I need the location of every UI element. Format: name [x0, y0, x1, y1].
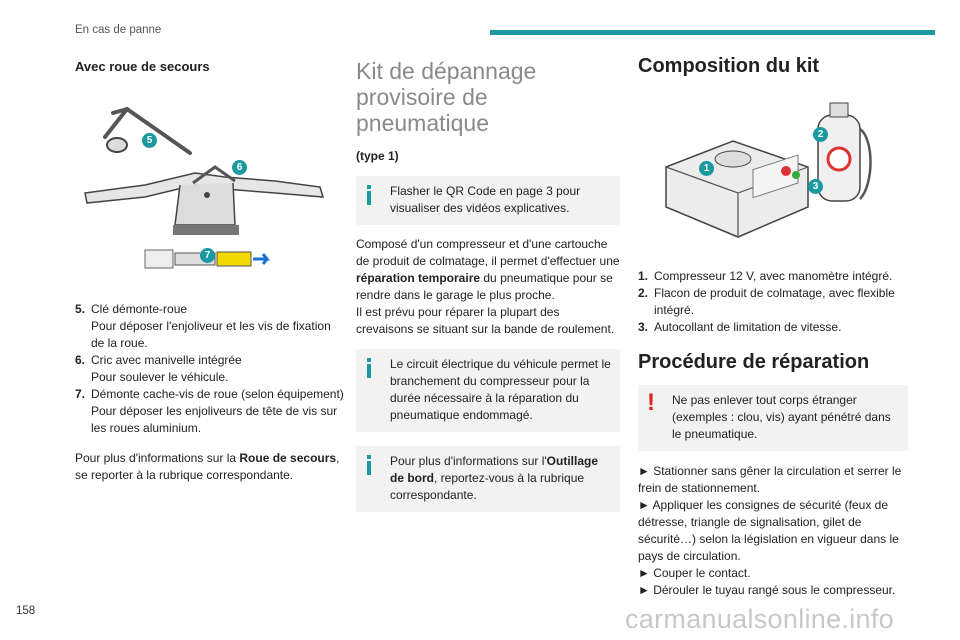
item-number: 7. [75, 387, 86, 401]
procedure-steps [638, 463, 908, 599]
callout-2: 2 [813, 127, 828, 142]
info-icon [367, 358, 371, 378]
item-number: 5. [75, 302, 86, 316]
tools-list [75, 301, 345, 437]
header-accent-bar [490, 30, 935, 35]
list-item [75, 386, 345, 437]
tools-drawing [75, 85, 345, 275]
column-repair-kit [356, 58, 620, 512]
procedure-step: ► Appliquer les consignes de sécurité (feux de détresse, triangle de signalisation, gilet de sécurité…) selon la législation en vigueur dans le pays de circulation. [638, 498, 899, 563]
warning-icon: ! [647, 389, 655, 416]
item-title: Clé démonte-roue [91, 302, 188, 316]
callout-1: 1 [699, 161, 714, 176]
list-item [75, 301, 345, 352]
list-item [638, 319, 908, 336]
section-title: En cas de panne [75, 24, 162, 36]
callout-7: 7 [200, 248, 215, 263]
item-number: 3. [638, 320, 649, 334]
repair-kit-heading: Kit de dépannage provisoire de pneumatique [356, 58, 537, 136]
callout-6: 6 [232, 160, 247, 175]
warning-box [638, 385, 908, 451]
info-text-end: , reportez-vous à la rubrique correspondante. [390, 471, 585, 502]
info-box-electric [356, 349, 620, 432]
repair-procedure-heading: Procédure de réparation [638, 351, 870, 373]
item-text: Compresseur 12 V, avec manomètre intégré. [654, 269, 893, 283]
warning-text: Ne pas enlever tout corps étranger (exemples : clou, vis) ayant pénétré dans le pneumatique. [672, 393, 891, 441]
tools-illustration [75, 85, 345, 275]
item-title: Démonte cache-vis de roue (selon équipement) [91, 387, 344, 401]
kit-description [356, 236, 620, 304]
item-number: 1. [638, 269, 649, 283]
desc-bold: réparation temporaire [356, 271, 481, 285]
callout-5: 5 [142, 133, 157, 148]
watermark: carmanualsonline.info [625, 604, 894, 634]
info-text: Le circuit électrique du véhicule permet le branchement du compresseur pour la durée nécessaire à la réparation du pneumatique endommagé. [390, 357, 611, 422]
item-desc: Pour soulever le véhicule. [91, 370, 229, 384]
ref-bold: Roue de secours [239, 451, 337, 465]
page-number: 158 [16, 605, 36, 617]
kit-composition-heading: Composition du kit [638, 55, 820, 77]
item-number: 6. [75, 353, 86, 367]
kit-type: (type 1) [356, 149, 399, 163]
item-text: Flacon de produit de colmatage, avec flexible intégré. [654, 286, 895, 317]
procedure-step: ► Dérouler le tuyau rangé sous le compresseur. [638, 583, 896, 597]
item-number: 2. [638, 286, 649, 300]
desc-text: Composé d'un compresseur et d'une cartouche de produit de colmatage, il permet d'effectuer une [356, 237, 620, 268]
ref-text-end: , se reporter à la rubrique correspondante. [75, 451, 340, 482]
spare-wheel-heading: Avec roue de secours [75, 59, 210, 74]
item-title: Cric avec manivelle intégrée [91, 353, 242, 367]
item-text: Autocollant de limitation de vitesse. [654, 320, 842, 334]
kit-description-2: Il est prévu pour réparer la plupart des crevaisons se situant sur la bande de roulement. [356, 305, 615, 336]
info-bold: Outillage de bord [390, 454, 598, 485]
info-icon [367, 455, 371, 475]
ref-text: Pour plus d'informations sur la [75, 451, 240, 465]
item-desc: Pour déposer les enjoliveurs de tête de vis sur les roues aluminium. [91, 404, 338, 435]
procedure-step: ► Couper le contact. [638, 566, 751, 580]
kit-illustration [638, 89, 908, 239]
column-spare-wheel [75, 58, 345, 484]
column-kit-composition [638, 55, 908, 599]
list-item [638, 285, 908, 319]
desc-text-end: du pneumatique pour se rendre dans le garage le plus proche. [356, 271, 613, 302]
list-item [75, 352, 345, 386]
spare-wheel-reference [75, 450, 345, 484]
list-item [638, 268, 908, 285]
info-text: Flasher le QR Code en page 3 pour visualiser des vidéos explicatives. [390, 184, 581, 215]
item-desc: Pour déposer l'enjoliveur et les vis de fixation de la roue. [91, 319, 331, 350]
kit-components-list [638, 268, 908, 336]
info-box-tools [356, 446, 620, 512]
callout-3: 3 [808, 179, 823, 194]
info-text: Pour plus d'informations sur l' [390, 454, 547, 468]
kit-drawing [638, 89, 908, 239]
info-box-qr [356, 176, 620, 225]
info-icon [367, 185, 371, 205]
procedure-step: ► Stationner sans gêner la circulation et serrer le frein de stationnement. [638, 464, 902, 495]
